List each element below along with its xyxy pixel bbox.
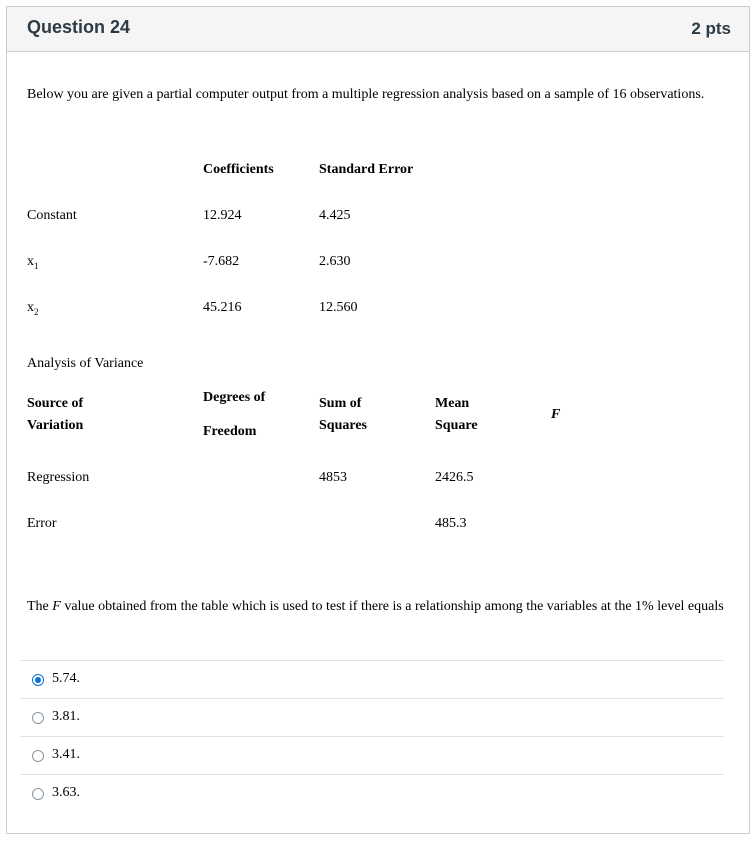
anova-ms-value: 485.3: [435, 516, 467, 531]
anova-header-f: F: [551, 407, 561, 422]
answer-option[interactable]: [20, 775, 724, 812]
radio-button[interactable]: [32, 788, 44, 800]
question-text: [27, 596, 727, 618]
coef-row-label: Constant: [27, 208, 77, 223]
anova-header-source-2: Variation: [27, 418, 84, 433]
anova-header-source-1: Source of: [27, 396, 84, 411]
question-text-f: F: [52, 599, 61, 614]
anova-header-ss-1: Sum of: [319, 396, 362, 411]
question-text-after: value obtained from the table which is used to test if there is a relationship among the variables at the 1% level equals: [60, 599, 724, 614]
std-error-value: 2.630: [319, 254, 351, 269]
anova-header-df-1: Degrees of: [203, 390, 266, 405]
radio-button[interactable]: [32, 750, 44, 762]
answer-option[interactable]: [20, 661, 724, 698]
question-intro: Below you are given a partial computer output from a multiple regression analysis based on a sample of 16 observations.: [27, 87, 705, 102]
question-text-before: The: [27, 599, 53, 614]
answer-option[interactable]: [20, 737, 724, 774]
coef-value: 12.924: [203, 208, 242, 223]
radio-button[interactable]: [32, 712, 44, 724]
variable-name: x: [27, 300, 34, 315]
coef-header-coefficients: Coefficients: [203, 162, 274, 177]
std-error-value: 4.425: [319, 208, 351, 223]
option-label: 3.41.: [52, 747, 80, 762]
coef-header-std-error: Standard Error: [319, 162, 414, 177]
anova-row-label: Regression: [27, 470, 90, 485]
coef-value: 45.216: [203, 300, 242, 315]
option-label: 3.81.: [52, 709, 80, 724]
anova-ss-value: 4853: [319, 470, 347, 485]
variable-subscript: 2: [34, 306, 39, 317]
anova-header-ms-2: Square: [435, 418, 478, 433]
question-points: 2 pts: [691, 19, 731, 38]
coef-row-label-x1: [27, 254, 39, 271]
coef-value: -7.682: [203, 254, 240, 269]
anova-row-label: Error: [27, 516, 57, 531]
variable-name: x: [27, 254, 34, 269]
variable-subscript: 1: [34, 260, 39, 271]
question-header: [7, 7, 749, 52]
answer-option[interactable]: [20, 699, 724, 736]
option-label: 3.63.: [52, 785, 80, 800]
anova-header-df-2: Freedom: [203, 424, 257, 439]
coef-row-label-x2: [27, 300, 39, 317]
question-title: Question 24: [27, 17, 131, 37]
option-label: 5.74.: [52, 671, 80, 686]
std-error-value: 12.560: [319, 300, 358, 315]
anova-ms-value: 2426.5: [435, 470, 474, 485]
anova-header-ms-1: Mean: [435, 396, 470, 411]
radio-button-selected[interactable]: [32, 674, 44, 686]
anova-title: Analysis of Variance: [27, 356, 144, 371]
anova-header-ss-2: Squares: [319, 418, 367, 433]
